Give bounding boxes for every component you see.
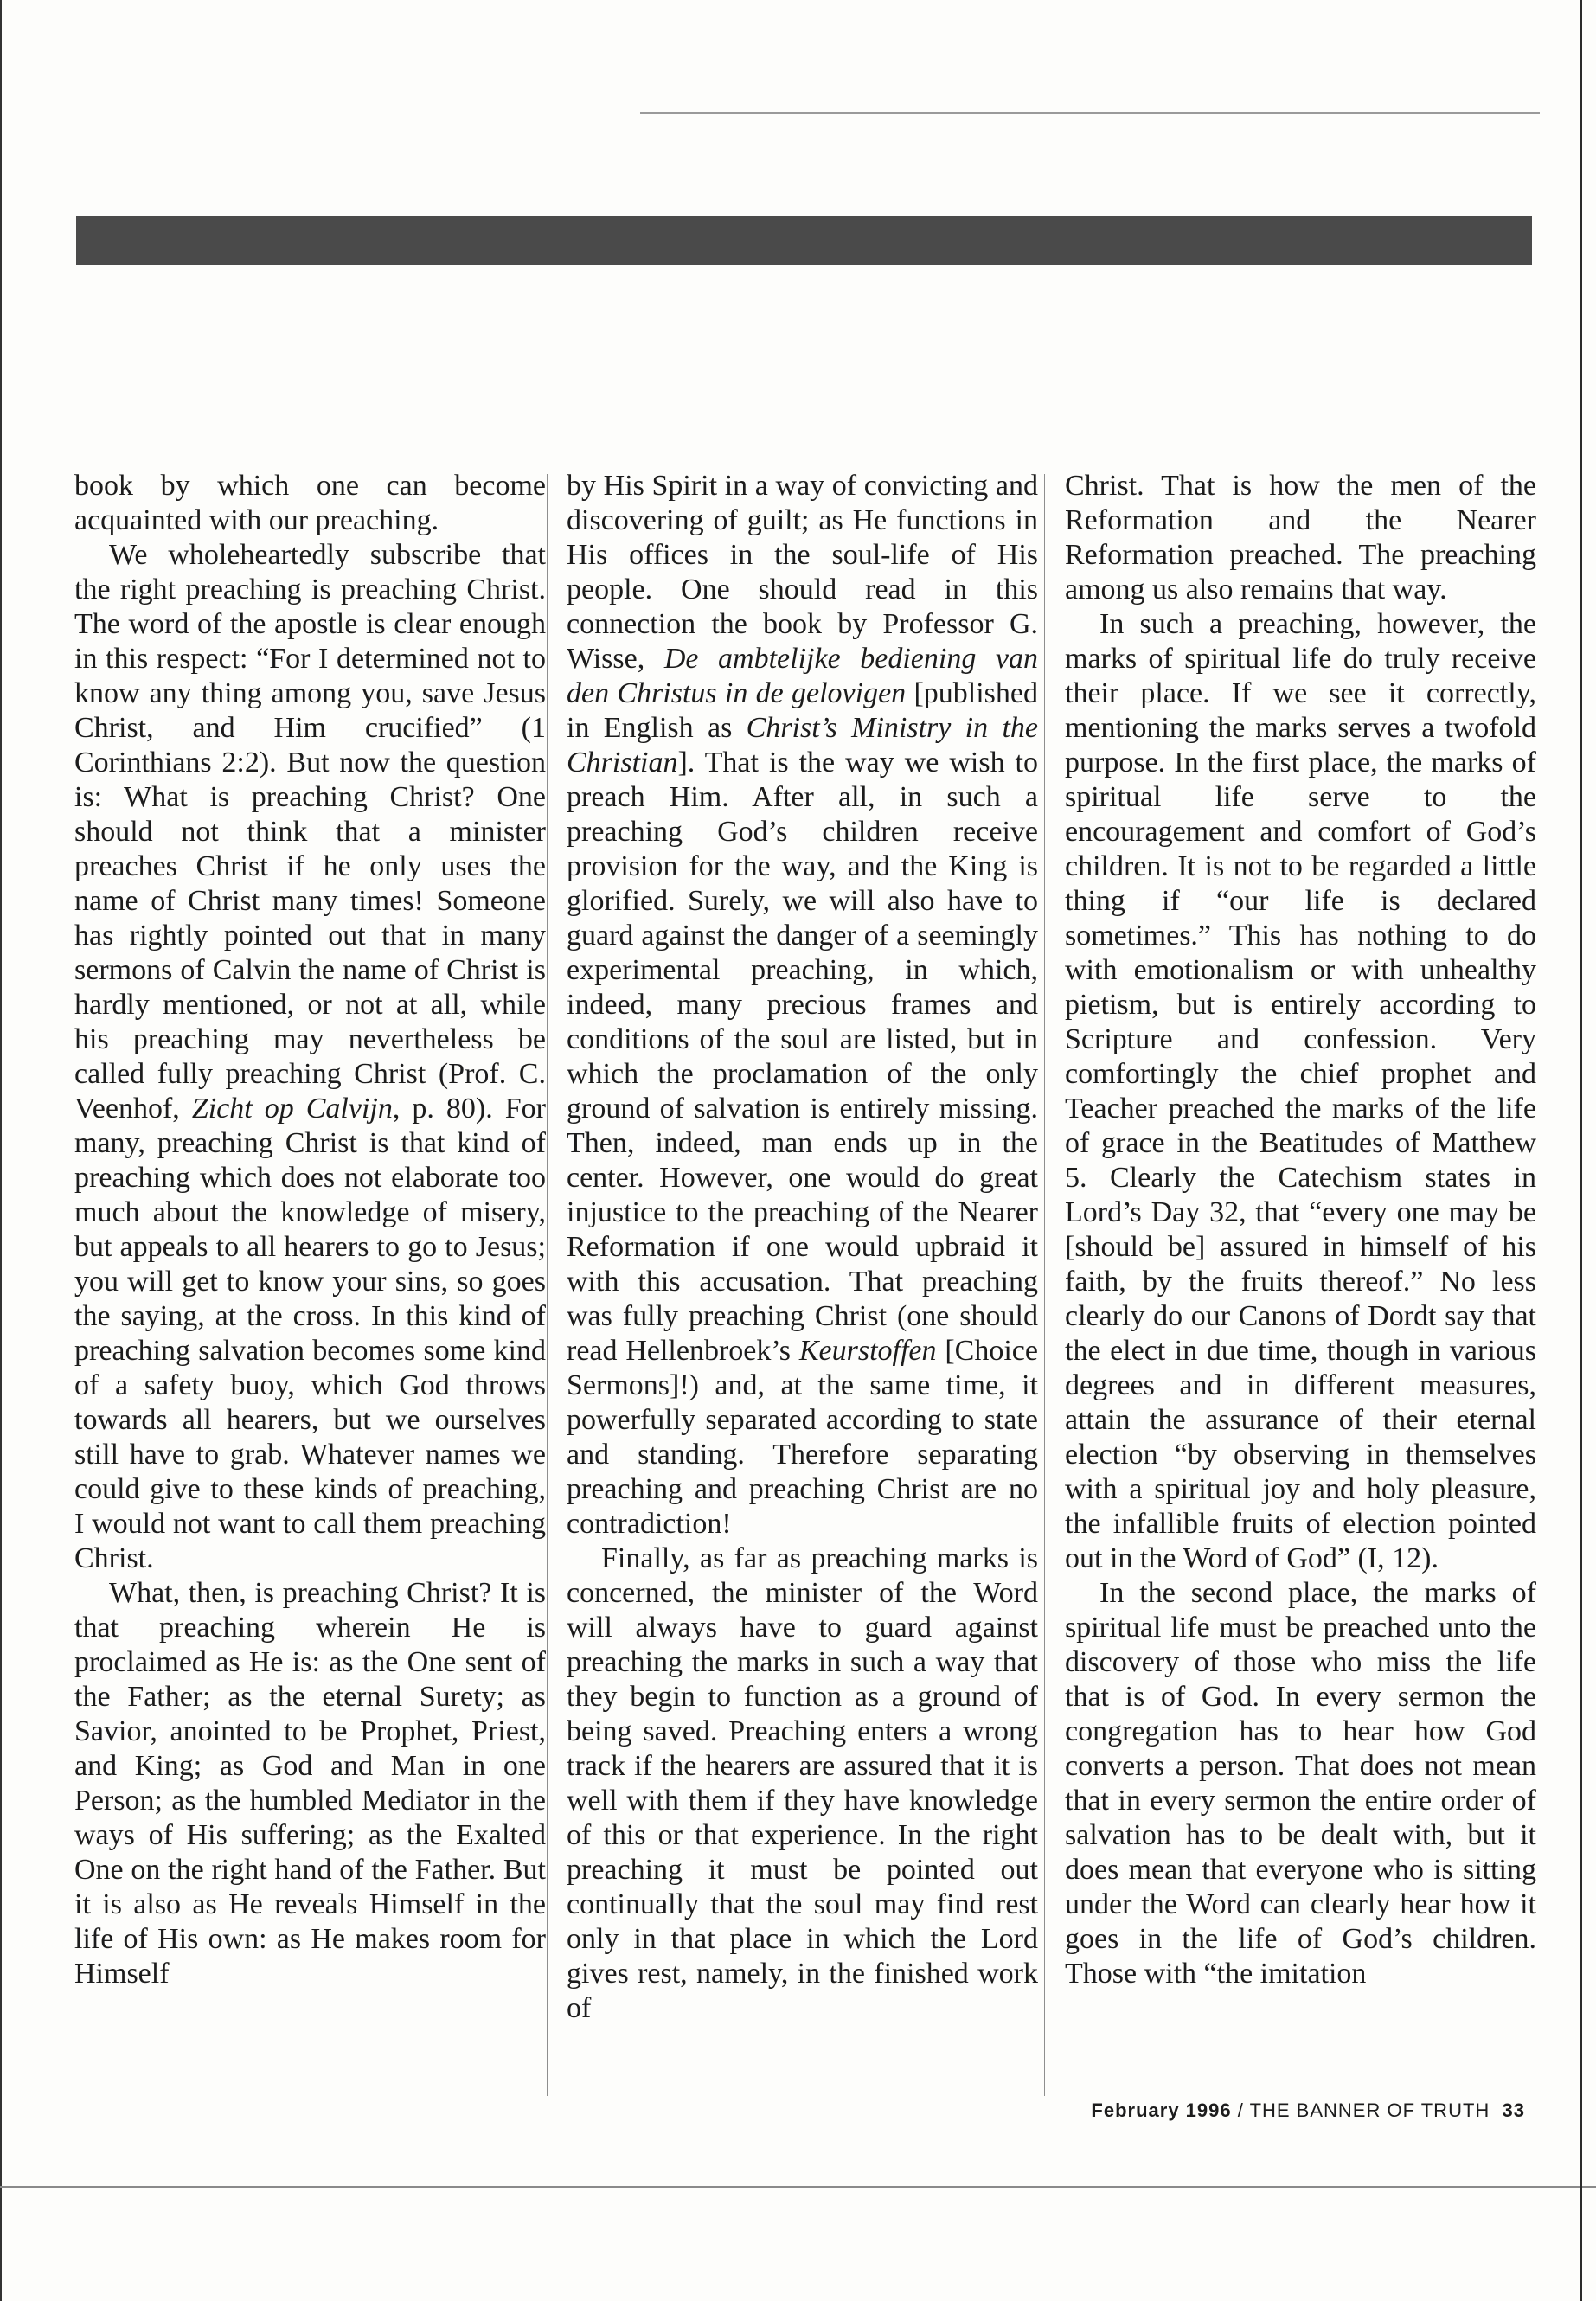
text-run: by His Spirit in a way of convicting and discovering of guilt; as He functions in His offices in the soul-life of His people. One should read in this connection the book by Professor G. Wisse,	[567, 470, 1038, 675]
header-banner	[76, 216, 1532, 265]
column-2	[567, 469, 1038, 2095]
top-rule	[640, 112, 1540, 114]
text-run: We wholeheartedly subscribe that the right preaching is preaching Christ. The word of the apostle is clear enough in this respect: “For I determined not to know any thing among you, save Jesus Christ, and Him crucified” (1 Corinthians 2:2). But now the question is: What is preaching Christ? One should not think that a minister preaches Christ if he only uses the name of Christ many times! Someone has rightly pointed out that in many sermons of Calvin the name of Christ is hardly mentioned, or not at all, while his preaching may nevertheless be called fully preaching Christ (Prof. C. Veenhof,	[74, 539, 546, 1125]
text-run: book by which one can become acquainted with our preaching.	[74, 470, 546, 536]
text-run: ]. That is the way we wish to preach Him. After all, in such a preaching God’s children receive provision for the way, and the King is glorified. Surely, we will also have to guard against the danger of a seemingly experimental preaching, in which, indeed, many precious frames and conditions of the soul are listed, but in which the proclamation of the only ground of salvation is entirely missing. Then, indeed, man ends up in the center. However, one would do great injustice to the preaching of the Nearer Reformation if one would upbraid it with this accusation. That preaching was fully preaching Christ (one should read Hellenbroek’s	[567, 747, 1038, 1367]
text-run: In such a preaching, however, the marks of spiritual life do truly receive their place. If we see it correctly, mentioning the marks serves a twofold purpose. In the first place, the marks of spiritual life serve to the encouragement and comfort of God’s children. It is not to be regarded a little thing if “our life is declared sometimes.” This has nothing to do with emotionalism or with unhealthy pietism, but is entirely according to Scripture and confession. Very comfortingly the chief prophet and Teacher preached the marks of the life of grace in the Beatitudes of Matthew 5. Clearly the Catechism states in Lord’s Day 32, that “every one may be [should be] assured in himself of his faith, by the fruits thereof.” No less clearly do our Canons of Dordt say that the elect in due time, though in various degrees and in different measures, attain the assurance of their eternal election “by observing in themselves with a spiritual joy and holy pleasure, the infallible fruits of election pointed out in the Word of God” (I, 12).	[1065, 608, 1536, 1574]
text-run: Finally, as far as preaching marks is concerned, the minister of the Word will always have to guard against preaching the marks in such a way that they begin to function as a ground of being saved. Preaching enters a wrong track if the hearers are assured that it is well with them if they have knowledge of this or that experience. In the right preaching it must be pointed out continually that the soul may find rest only in that place in which the Lord gives rest, namely, in the finished work of	[567, 1542, 1038, 2024]
column-divider-2	[1044, 474, 1045, 2096]
italic-title: Keurstoffen	[798, 1335, 937, 1367]
column-1	[74, 469, 546, 2095]
italic-title: De ambtelijke bediening van den Christus in de gelovigen	[567, 643, 1038, 709]
paragraph	[74, 469, 546, 538]
footer-separator: /	[1231, 2099, 1250, 2121]
footer-publication: THE BANNER OF TRUTH	[1249, 2099, 1490, 2121]
text-run: In the second place, the marks of spiritual life must be preached unto the discovery of those who miss the life that is of God. In every sermon the congregation has to hear how God converts a person. That does not mean that in every sermon the entire order of salvation has to be dealt with, but it does mean that everyone who is sitting under the Word can clearly hear how it goes in the life of God’s children. Those with “the imitation	[1065, 1577, 1536, 1990]
text-run: [published in English as	[567, 677, 1038, 744]
text-run: What, then, is preaching Christ? It is that preaching wherein He is proclaimed as He is: as the One sent of the Father; as the eternal Surety; as Savior, anointed to be Prophet, Priest, and King; as God and Man in one Person; as the humbled Mediator in the ways of His suffering; as the Exalted One on the right hand of the Father. But it is also as He reveals Himself in the life of His own: as He makes room for Himself	[74, 1577, 546, 1990]
scan-left-edge	[0, 0, 2, 2301]
paragraph	[1065, 607, 1536, 1576]
footer-date: February 1996	[1091, 2099, 1232, 2121]
text-run: [Choice Sermons]!) and, at the same time, it powerfully separated according to state and standing. Therefore separating preaching and preaching Christ are no contradiction!	[567, 1335, 1038, 1540]
bottom-rule	[0, 2186, 1596, 2188]
paragraph	[1065, 469, 1536, 607]
column-3	[1065, 469, 1536, 2095]
paragraph	[567, 1541, 1038, 2026]
italic-title: Zicht op Calvijn	[191, 1093, 393, 1125]
paragraph	[567, 469, 1038, 1541]
text-run: , p. 80). For many, preaching Christ is that kind of preaching which does not elaborate too much about the knowledge of misery, but appeals to all hearers to go to Jesus; you will get to know your sins, so goes the saying, at the cross. In this kind of preaching salvation becomes some kind of a safety buoy, which God throws towards all hearers, but we ourselves still have to grab. Whatever names we could give to these kinds of preaching, I would not want to call them preaching Christ.	[74, 1093, 546, 1574]
paragraph	[74, 1576, 546, 1991]
scan-right-edge	[1580, 0, 1582, 2301]
text-run: Christ. That is how the men of the Reformation and the Nearer Reformation preached. The preaching among us also remains that way.	[1065, 470, 1536, 606]
italic-title: Christ’s Ministry in the Christian	[567, 712, 1038, 779]
page-number: 33	[1502, 2099, 1525, 2121]
column-divider-1	[547, 474, 548, 2096]
paragraph	[1065, 1576, 1536, 1991]
page-footer	[1091, 2099, 1525, 2122]
paragraph	[74, 538, 546, 1576]
